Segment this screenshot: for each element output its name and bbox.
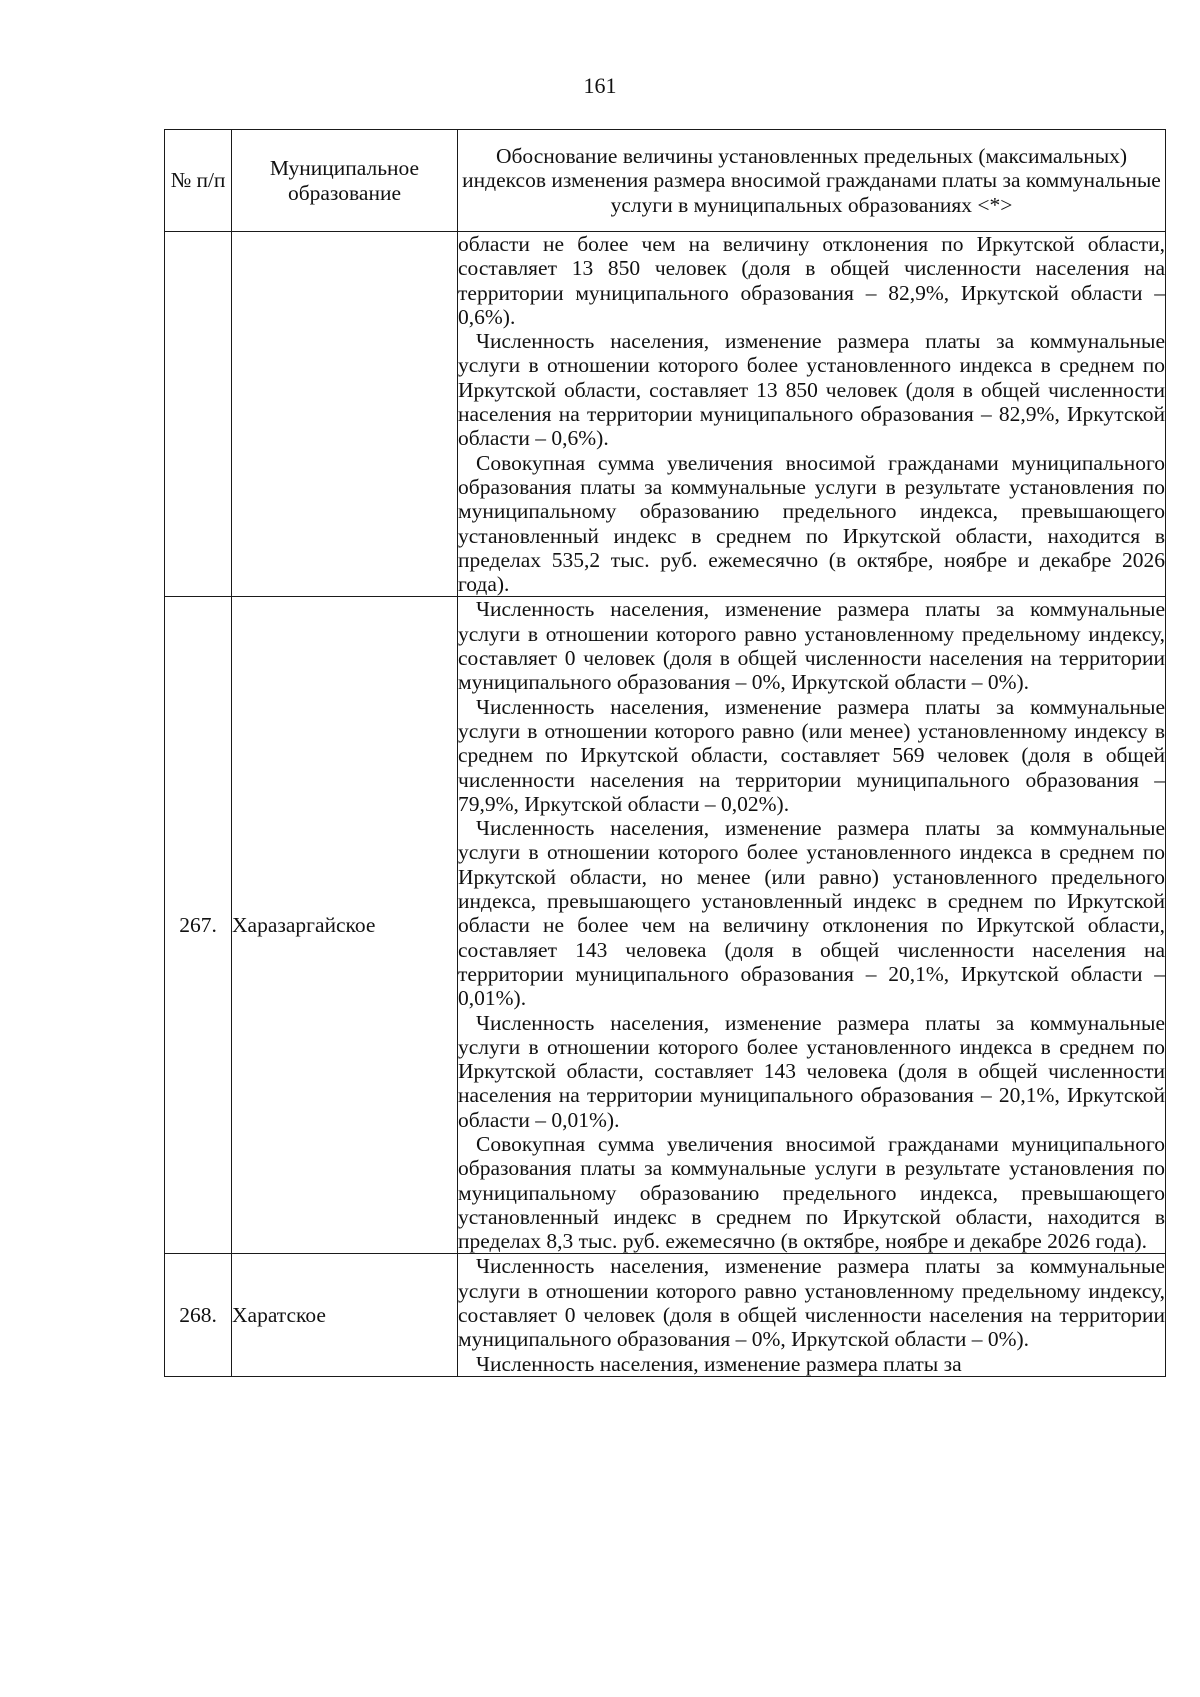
table-row (165, 597, 1166, 1254)
header-number: № п/п (165, 130, 232, 232)
justification-paragraph: Численность населения, изменение размера платы за коммунальные услуги в отношении которого более установленного индекса в среднем по Иркутской области, составляет 143 человека (доля в общей численности населения на территории муниципального образования – 20,1%, Иркутской области – 0,01%). (458, 1010, 1165, 1132)
justification-paragraph: Численность населения, изменение размера платы за коммунальные услуги в отношении которого более установленного индекса в среднем по Иркутской области, но менее (или равно) установленного предельного индекса, превышающего установленный индекс в среднем по Иркутской области не более чем на величину отклонения по Иркутской области, составляет 143 человека (доля в общей численности населения на территории муниципального образования – 20,1%, Иркутской области – 0,01%). (458, 816, 1165, 1011)
row-justification (458, 1254, 1166, 1376)
row-number (165, 232, 232, 597)
row-number: 267. (165, 597, 232, 1254)
table-row (165, 232, 1166, 597)
justification-paragraph: Численность населения, изменение размера платы за (476, 1351, 962, 1376)
justification-paragraph: Совокупная сумма увеличения вносимой гражданами муниципального образования платы за коммунальные услуги в результате установления по муниципальному образованию предельного индекса, превышающего установленный индекс в среднем по Иркутской области, находится в пределах 535,2 тыс. руб. ежемесячно (в октябре, ноябре и декабре 2026 года). (458, 450, 1165, 597)
row-justification (458, 232, 1166, 597)
justification-table (164, 129, 1166, 1377)
page-number: 161 (583, 73, 617, 98)
row-municipality: Харатское (232, 1254, 458, 1376)
row-justification (458, 597, 1166, 1254)
table-row (165, 1254, 1166, 1376)
header-municipality: Муниципальное образование (232, 130, 458, 232)
row-municipality: Харазаргайское (232, 597, 458, 1254)
justification-paragraph: Численность населения, изменение размера платы за коммунальные услуги в отношении которого равно установленному предельному индексу, составляет 0 человек (доля в общей численности населения на территории муниципального образования – 0%, Иркутской области – 0%). (458, 1254, 1165, 1352)
justification-paragraph: области не более чем на величину отклонения по Иркутской области, составляет 13 850 человек (доля в общей численности населения на территории муниципального образования – 82,9%, Иркутской области – 0,6%). (458, 232, 1165, 329)
row-municipality (232, 232, 458, 597)
justification-paragraph: Численность населения, изменение размера платы за коммунальные услуги в отношении которого более установленного индекса в среднем по Иркутской области, составляет 13 850 человек (доля в общей численности населения на территории муниципального образования – 82,9%, Иркутской области – 0,6%). (458, 329, 1165, 451)
justification-paragraph: Совокупная сумма увеличения вносимой гражданами муниципального образования платы за коммунальные услуги в результате установления по муниципальному образованию предельного индекса, превышающего установленный индекс в среднем по Иркутской области, находится в пределах 8,3 тыс. руб. ежемесячно (в октябре, ноябре и декабре 2026 года). (458, 1131, 1165, 1254)
header-justification: Обоснование величины установленных предельных (максимальных) индексов изменения размера вносимой гражданами платы за коммунальные услуги в муниципальных образованиях <*> (458, 130, 1166, 232)
table-header-row (165, 130, 1166, 232)
justification-paragraph: Численность населения, изменение размера платы за коммунальные услуги в отношении которого равно (или менее) установленному индексу в среднем по Иркутской области, составляет 569 человек (доля в общей численности населения на территории муниципального образования – 79,9%, Иркутской области – 0,02%). (458, 694, 1165, 816)
row-number: 268. (165, 1254, 232, 1376)
justification-paragraph: Численность населения, изменение размера платы за коммунальные услуги в отношении которого равно установленному предельному индексу, составляет 0 человек (доля в общей численности населения на территории муниципального образования – 0%, Иркутской области – 0%). (458, 597, 1165, 695)
